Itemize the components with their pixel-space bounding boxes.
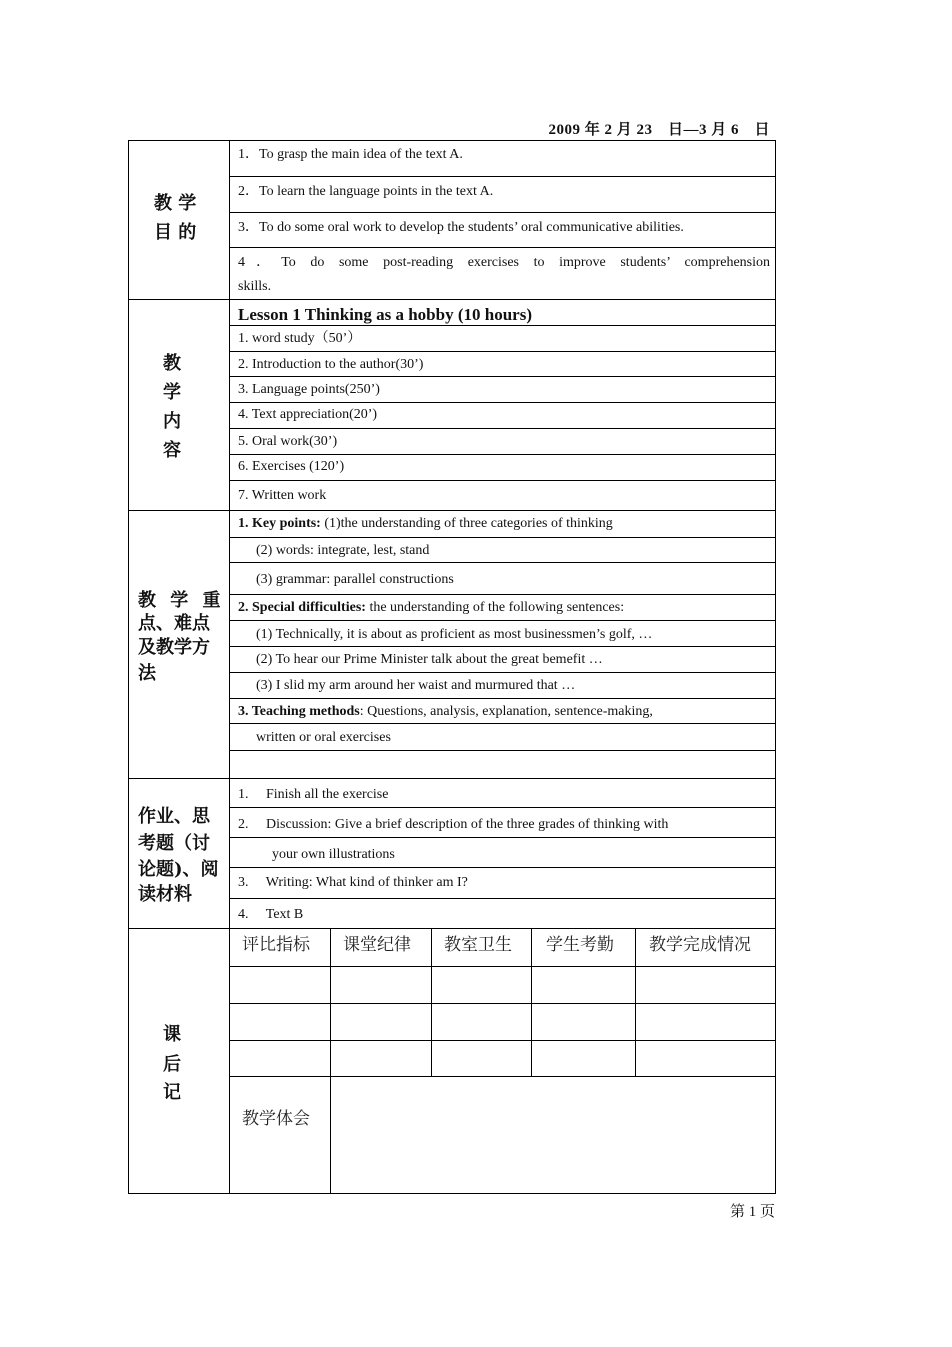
grid-line xyxy=(230,1003,776,1004)
focus-label-3: 及教学方 xyxy=(138,637,210,658)
methods-line xyxy=(238,703,653,721)
homework-item: 3. Writing: What kind of thinker am I? xyxy=(238,875,468,890)
grid-line xyxy=(330,928,331,1194)
grid-line xyxy=(635,928,636,1076)
row-line xyxy=(230,454,776,455)
homework-item: 4. Text B xyxy=(238,907,304,922)
key-point: (3) grammar: parallel constructions xyxy=(256,572,454,587)
row-line xyxy=(230,646,776,647)
row-line xyxy=(230,698,776,699)
objective-item: 1．To grasp the main idea of the text A. xyxy=(238,147,463,162)
grid-line xyxy=(431,928,432,1076)
focus-label-4: 法 xyxy=(138,663,156,684)
homework-label-2: 考题（讨 xyxy=(138,833,210,854)
grid-line xyxy=(230,1076,776,1077)
methods-title: 3. Teaching methods xyxy=(238,704,360,719)
row-line xyxy=(230,723,776,724)
row-line xyxy=(230,351,776,352)
afterclass-label-3: 记 xyxy=(163,1082,181,1103)
focus-label-1: 教 学 重 xyxy=(138,590,225,611)
objectives-label: 教 学 目 的 xyxy=(154,193,197,243)
date-range: 2009 年 2 月 23 日—3 月 6 日 xyxy=(548,122,770,138)
content-label-1: 教 xyxy=(163,353,181,374)
difficulty: (2) To hear our Prime Minister talk about the great bemefit … xyxy=(256,652,603,667)
key-points-title: 1. Key points: xyxy=(238,516,321,531)
difficulty: (3) I slid my arm around her waist and murmured that … xyxy=(256,678,576,693)
afterclass-label-2: 后 xyxy=(163,1054,181,1075)
objective-item: 4．To do some post-reading exercises to improve students’ comprehension xyxy=(238,255,770,270)
key-points-line xyxy=(238,515,613,533)
eval-header: 课堂纪律 xyxy=(343,935,411,955)
row-line xyxy=(230,212,776,213)
eval-header: 学生考勤 xyxy=(546,935,614,955)
row-line xyxy=(230,480,776,481)
method: : Questions, analysis, explanation, sentence-making, xyxy=(359,704,653,719)
difficulties-title: 2. Special difficulties: xyxy=(238,600,366,615)
row-line xyxy=(230,247,776,248)
homework-label-1: 作业、思 xyxy=(138,806,210,827)
row-line xyxy=(230,402,776,403)
row-line xyxy=(230,867,776,868)
focus-label-2: 点、难点 xyxy=(138,613,210,634)
row-line xyxy=(230,807,776,808)
row-line xyxy=(230,750,776,751)
content-item: 3. Language points(250’) xyxy=(238,382,380,397)
difficulties-line xyxy=(238,599,624,617)
homework-label-3: 论题)、阅 xyxy=(138,859,219,880)
section-divider xyxy=(128,299,776,300)
section-divider xyxy=(128,510,776,511)
row-line xyxy=(230,898,776,899)
row-line xyxy=(230,672,776,673)
content-item: 7. Written work xyxy=(238,488,327,503)
lesson-title: Lesson 1 Thinking as a hobby (10 hours) xyxy=(238,305,532,324)
content-label-3: 内 xyxy=(163,411,181,432)
content-item: 1. word study（50’） xyxy=(238,331,362,346)
content-item: 6. Exercises (120’) xyxy=(238,459,345,474)
row-line xyxy=(230,325,776,326)
difficulty: the understanding of the following sentences: xyxy=(365,600,625,615)
eval-header: 教学完成情况 xyxy=(649,935,751,955)
row-line xyxy=(230,428,776,429)
reflection-label: 教学体会 xyxy=(242,1109,310,1129)
objective-item: 3．To do some oral work to develop the students’ oral communicative abilities. xyxy=(238,220,684,235)
key-point: (1)the understanding of three categories of thinking xyxy=(320,516,613,531)
eval-header: 教室卫生 xyxy=(444,935,512,955)
grid-line xyxy=(230,966,776,967)
row-line xyxy=(230,837,776,838)
section-divider xyxy=(128,778,776,779)
row-line xyxy=(230,537,776,538)
row-line xyxy=(230,376,776,377)
method: written or oral exercises xyxy=(256,730,391,745)
afterclass-label-1: 课 xyxy=(163,1024,181,1045)
homework-item: 2. Discussion: Give a brief description of the three grades of thinking with xyxy=(238,817,669,832)
content-label-4: 容 xyxy=(163,440,181,461)
content-item: 2. Introduction to the author(30’) xyxy=(238,357,424,372)
row-line xyxy=(230,594,776,595)
grid-line xyxy=(230,1040,776,1041)
row-line xyxy=(230,620,776,621)
homework-item: your own illustrations xyxy=(272,847,395,862)
eval-header: 评比指标 xyxy=(242,935,310,955)
objective-item: skills. xyxy=(238,279,272,294)
grid-line xyxy=(531,928,532,1076)
section-divider xyxy=(128,928,776,929)
row-line xyxy=(230,176,776,177)
key-point: (2) words: integrate, lest, stand xyxy=(256,543,430,558)
row-line xyxy=(230,562,776,563)
content-item: 4. Text appreciation(20’) xyxy=(238,407,378,422)
homework-label-4: 读材料 xyxy=(138,884,192,905)
homework-item: 1. Finish all the exercise xyxy=(238,787,389,802)
content-label-2: 学 xyxy=(163,382,181,403)
content-item: 5. Oral work(30’) xyxy=(238,434,338,449)
page-number: 第 1 页 xyxy=(729,1204,775,1220)
objective-item: 2．To learn the language points in the text A. xyxy=(238,184,494,199)
difficulty: (1) Technically, it is about as proficient as most businessmen’s golf, … xyxy=(256,627,653,642)
